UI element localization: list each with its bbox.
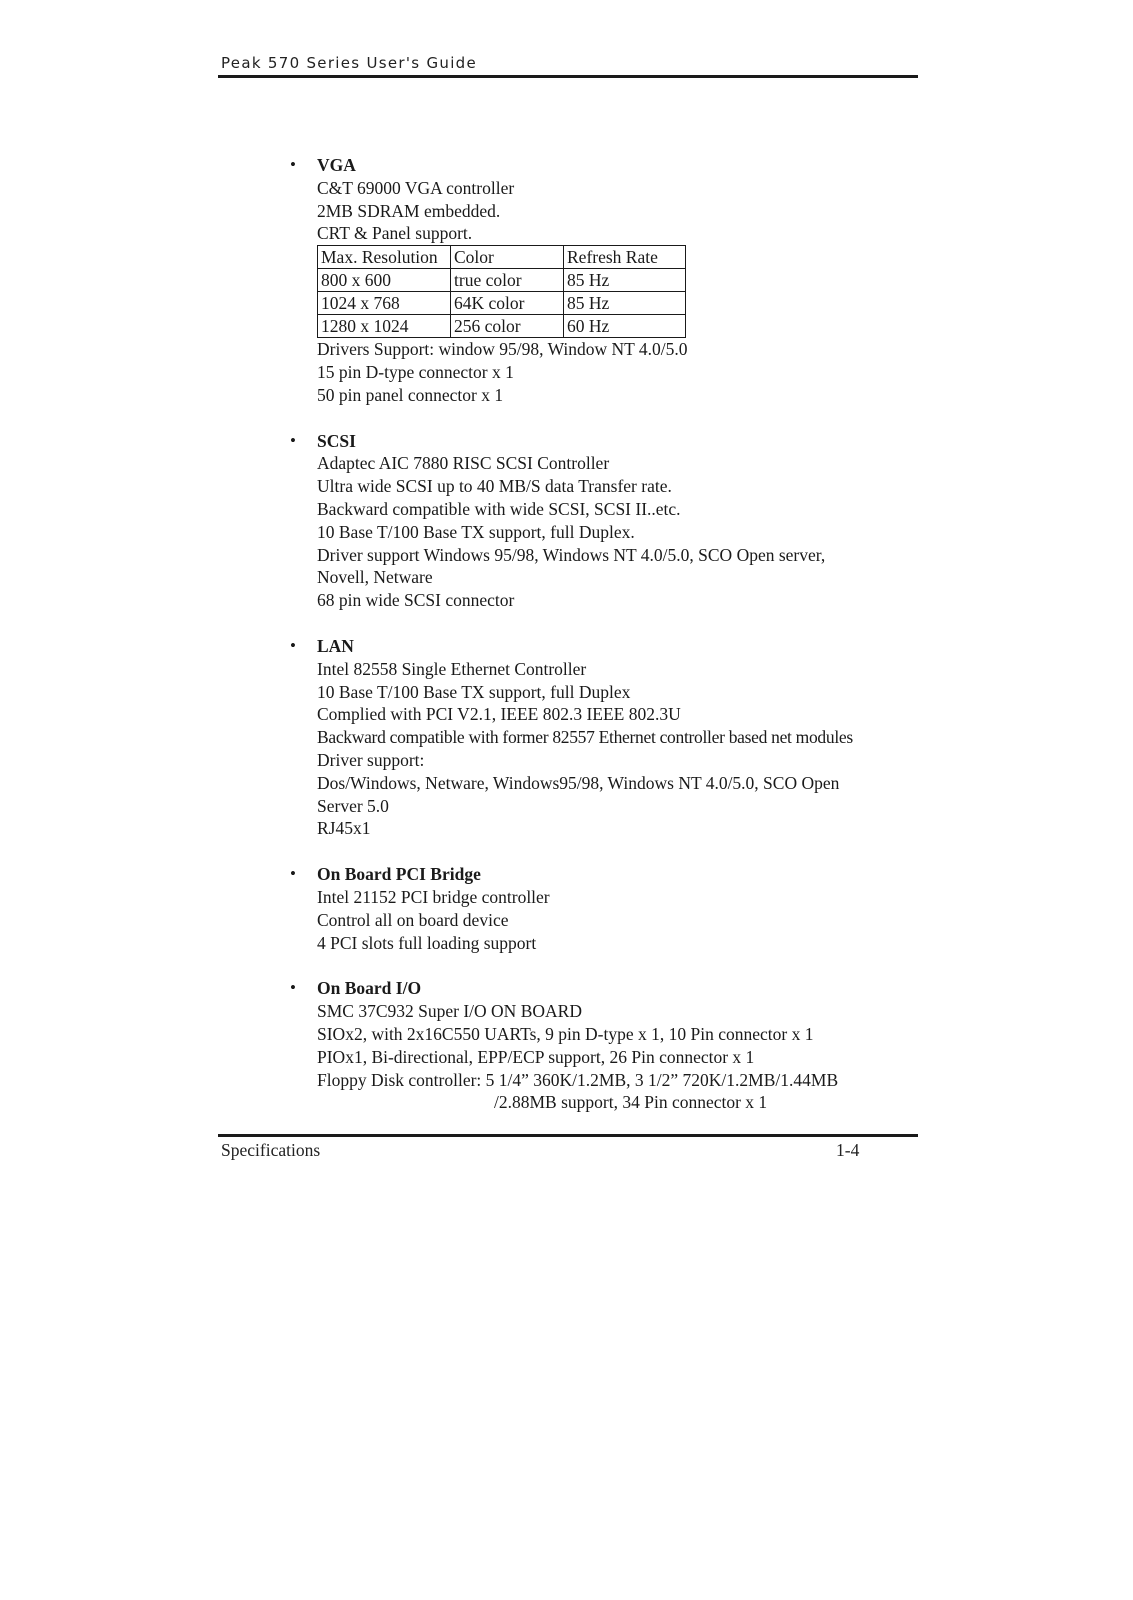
section-scsi (290, 430, 930, 612)
table-cell: 85 Hz (564, 269, 686, 292)
section-title: VGA (317, 155, 356, 175)
section-title: On Board PCI Bridge (317, 864, 481, 885)
table-cell: 85 Hz (564, 292, 686, 315)
table-row (318, 315, 686, 338)
bullet-icon: • (290, 864, 296, 884)
spec-line: 2MB SDRAM embedded. (317, 200, 501, 221)
spec-line: RJ45x1 (317, 818, 371, 839)
bullet-icon: • (290, 155, 296, 174)
footer-section-name: Specifications (221, 1140, 321, 1160)
section-title: LAN (317, 635, 354, 656)
spec-line: /2.88MB support, 34 Pin connector x 1 (494, 1092, 768, 1113)
spec-line: C&T 69000 VGA controller (317, 177, 515, 198)
page-number: 1-4 (836, 1140, 860, 1160)
spec-line: Driver support: (317, 749, 425, 770)
section-pci-bridge (290, 863, 930, 954)
table-header-row (318, 246, 686, 269)
spec-line: Dos/Windows, Netware, Windows95/98, Windows NT 4.0/5.0, SCO Open (317, 772, 840, 793)
table-cell: true color (451, 269, 564, 292)
bullet-icon: • (290, 978, 296, 998)
spec-line: Server 5.0 (317, 795, 389, 816)
table-cell: 1024 x 768 (318, 292, 451, 315)
header-rule (218, 75, 918, 78)
spec-line: Intel 21152 PCI bridge controller (317, 886, 550, 907)
spec-line: Backward compatible with former 82557 Ethernet controller based net modules (317, 727, 853, 748)
resolution-table (317, 245, 686, 338)
spec-line: 10 Base T/100 Base TX support, full Duplex (317, 681, 631, 702)
table-cell: 800 x 600 (318, 269, 451, 292)
spec-line: SIOx2, with 2x16C550 UARTs, 9 pin D-type x 1, 10 Pin connector x 1 (317, 1023, 814, 1044)
section-onboard-io (290, 977, 930, 1114)
table-cell: 64K color (451, 292, 564, 315)
footer-rule (218, 1134, 918, 1137)
table-header-cell: Color (451, 246, 564, 269)
table-cell: 1280 x 1024 (318, 315, 451, 338)
section-title: SCSI (317, 430, 356, 451)
spec-line: 15 pin D-type connector x 1 (317, 361, 514, 382)
spec-line: Floppy Disk controller: 5 1/4” 360K/1.2MB, 3 1/2” 720K/1.2MB/1.44MB (317, 1069, 839, 1090)
spec-line: 10 Base T/100 Base TX support, full Duplex. (317, 521, 635, 542)
spec-line: Intel 82558 Single Ethernet Controller (317, 658, 587, 679)
spec-line: PIOx1, Bi-directional, EPP/ECP support, 26 Pin connector x 1 (317, 1046, 755, 1067)
spec-content (290, 154, 930, 1114)
section-lan (290, 635, 930, 840)
spec-line: CRT & Panel support. (317, 223, 473, 244)
section-title: On Board I/O (317, 978, 422, 999)
table-header-cell: Refresh Rate (564, 246, 686, 269)
spec-line: Adaptec AIC 7880 RISC SCSI Controller (317, 453, 610, 474)
bullet-icon: • (290, 635, 296, 655)
bullet-icon: • (290, 430, 296, 450)
spec-line: Ultra wide SCSI up to 40 MB/S data Transfer rate. (317, 476, 672, 497)
spec-line: 50 pin panel connector x 1 (317, 384, 504, 405)
spec-line: Complied with PCI V2.1, IEEE 802.3 IEEE 802.3U (317, 704, 681, 725)
table-row (318, 292, 686, 315)
spec-line: Backward compatible with wide SCSI, SCSI II..etc. (317, 498, 681, 519)
spec-line: Control all on board device (317, 909, 509, 930)
table-header-cell: Max. Resolution (318, 246, 451, 269)
table-row (318, 269, 686, 292)
spec-line: 68 pin wide SCSI connector (317, 590, 515, 611)
spec-line: 4 PCI slots full loading support (317, 932, 537, 953)
spec-line: Drivers Support: window 95/98, Window NT 4.0/5.0 (317, 339, 688, 360)
section-vga (290, 154, 930, 407)
spec-line: SMC 37C932 Super I/O ON BOARD (317, 1001, 582, 1022)
spec-line: Novell, Netware (317, 567, 433, 588)
running-header: Peak 570 Series User's Guide (221, 54, 478, 72)
spec-line: Driver support Windows 95/98, Windows NT 4.0/5.0, SCO Open server, (317, 544, 826, 565)
table-cell: 60 Hz (564, 315, 686, 338)
table-cell: 256 color (451, 315, 564, 338)
